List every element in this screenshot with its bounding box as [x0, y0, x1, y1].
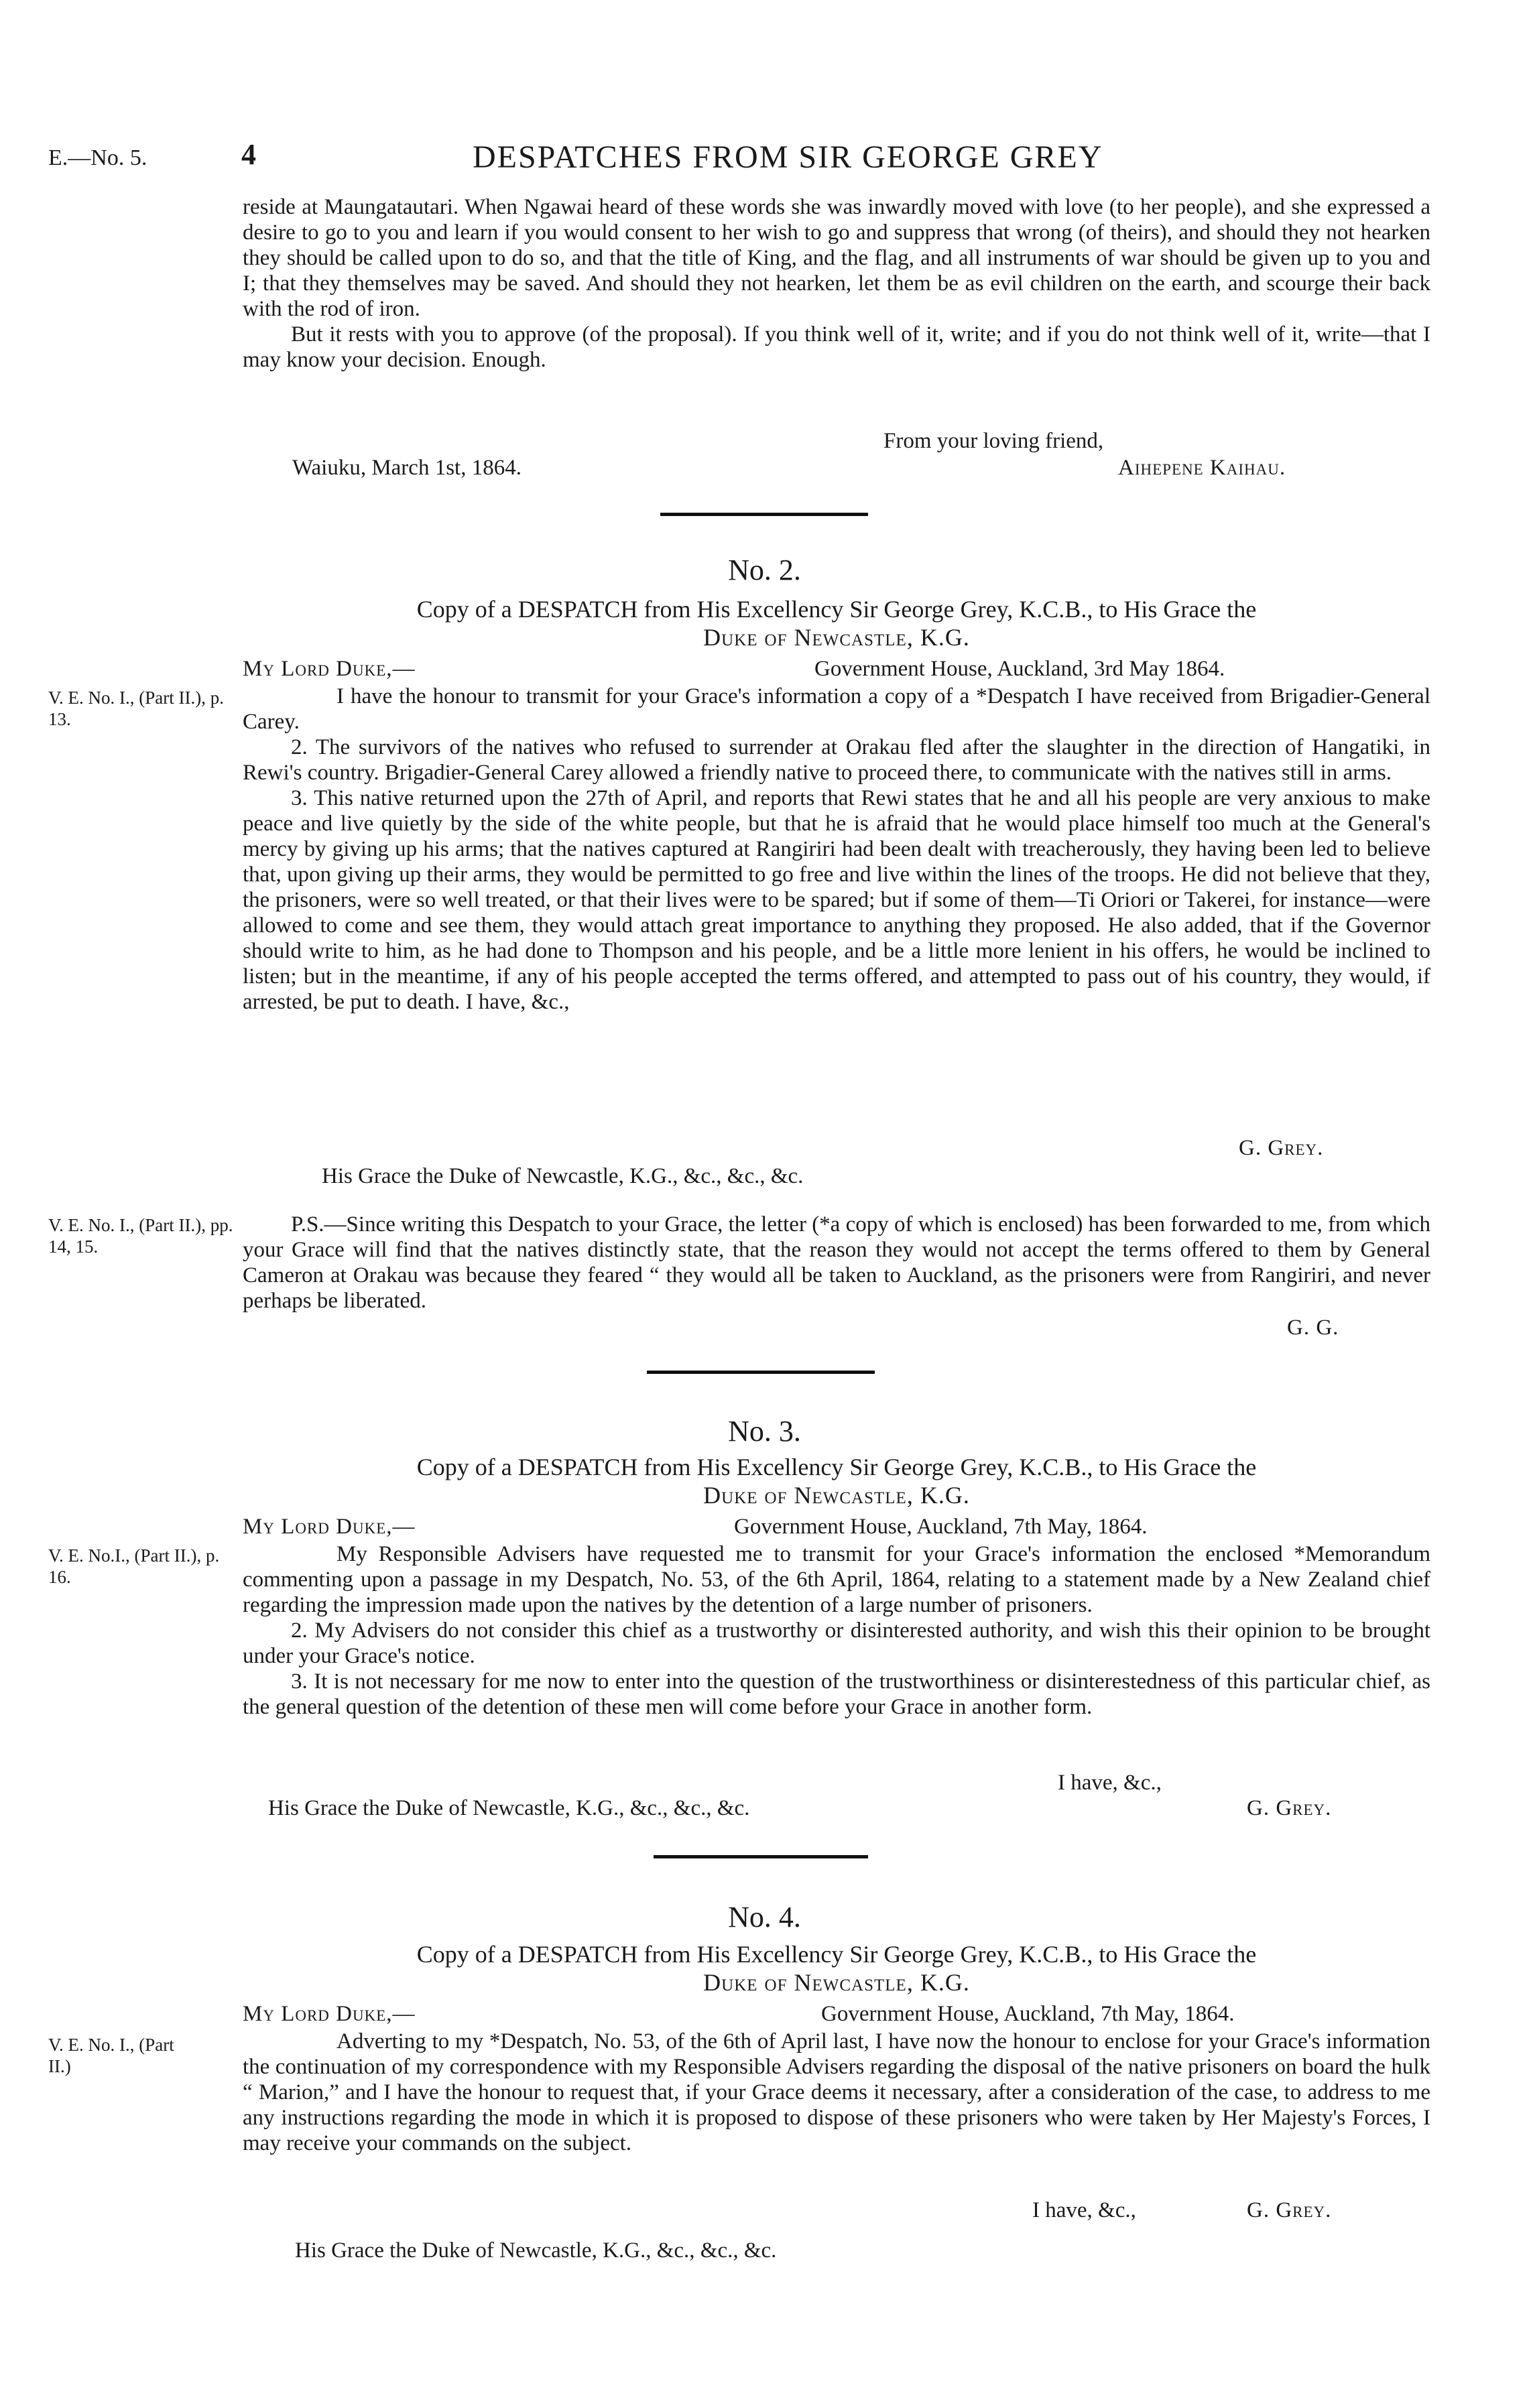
letter1-body	[243, 194, 1430, 373]
despatch4-heading-line2: Duke of Newcastle, K.G.	[703, 1969, 970, 1996]
despatch2-body	[243, 684, 1430, 1015]
despatch4-body	[243, 2029, 1430, 2156]
letter1-paragraph: But it rests with you to approve (of the proposal). If you think well of it, write; and if you do not think well of it, write—that I may know your decision. Enough.	[243, 322, 1430, 372]
running-header	[0, 137, 1529, 178]
despatch3-body	[243, 1541, 1430, 1720]
despatch3-number: No. 3.	[728, 1415, 801, 1448]
despatch2-heading-line1: Copy of a DESPATCH from His Excellency Sir George Grey, K.C.B., to His Grace the	[416, 596, 1257, 623]
despatch2-paragraph: 2. The survivors of the natives who refused to surrender at Orakau fled after the slaughter in the direction of Hangatiki, in Rewi's country. Brigadier-General Carey allowed a friendly native to proceed there, to communicate with the natives still in arms.	[243, 735, 1430, 785]
despatch2-address: Government House, Auckland, 3rd May 1864.	[814, 657, 1225, 681]
section-divider	[647, 1371, 875, 1374]
despatch3-heading-line2: Duke of Newcastle, K.G.	[703, 1482, 970, 1509]
despatch2-ps-signature: G. G.	[1287, 1316, 1339, 1340]
despatch4-addressee: His Grace the Duke of Newcastle, K.G., &c., &c., &c.	[295, 2238, 777, 2263]
despatch4-margin-note: V. E. No. I., (Part II.)	[48, 2035, 174, 2076]
despatch2-paragraph: 3. This native returned upon the 27th of April, and reports that Rewi states that he and all his people are very anxious to make peace and live quietly by the side of the white people, but that he is afraid that he would place himself too much at the General's mercy by giving up his arms; that the natives captured at Rangiriri had been dealt with treacherously, they having been led to believe that, upon giving up their arms, they would be permitted to go free and live within the lines of the troops. He did not believe that they, the prisoners, were so well treated, or that their lives were to be spared; but if some of them—Ti Oriori or Takerei, for instance—were allowed to come and see them, they would attach great importance to anything they proposed. He also added, that if the Governor should write to him, as he had done to Thompson and his people, and be a little more lenient in his offers, he would be inclined to listen; but in the meantime, if any of his people accepted the terms offered, and attempted to pass out of his country, they would, if arrested, be put to death. I have, &c.,	[243, 786, 1430, 1014]
letter1-paragraph: reside at Maungatautari. When Ngawai heard of these words she was inwardly moved with love (to her people), and she expressed a desire to go to you and learn if you would consent to her wish to go and suppress that wrong (of theirs), and should they not hearken they should be called upon to do so, and that the title of King, and the flag, and all instruments of war should be given up to you and I; that they themselves may be saved. And should they not hearken, let them be as evil children on the earth, and scourge their back with the rod of iron.	[243, 195, 1430, 321]
section-divider	[660, 513, 868, 516]
despatch2-margin-note: V. E. No. I., (Part II.), p. 13.	[48, 688, 224, 729]
despatch4-number: No. 4.	[728, 1901, 801, 1934]
section-divider	[654, 1855, 868, 1858]
despatch3-address: Government House, Auckland, 7th May, 1864.	[734, 1515, 1148, 1539]
despatch3-paragraph: 3. It is not necessary for me now to enter into the question of the trustworthiness or disinterestedness of this particular chief, as the general question of the detention of these men will come before your Grace in another form.	[243, 1669, 1430, 1719]
despatch3-heading	[243, 1453, 1430, 1509]
despatch4-heading-line1: Copy of a DESPATCH from His Excellency Sir George Grey, K.C.B., to His Grace the	[416, 1941, 1257, 1968]
despatch2-heading-line2: Duke of Newcastle, K.G.	[703, 624, 970, 651]
despatch2-heading	[243, 595, 1430, 651]
letter1-closing: From your loving friend,	[883, 429, 1104, 453]
despatch2-addressee: His Grace the Duke of Newcastle, K.G., &c., &c., &c.	[322, 1164, 804, 1188]
despatch2-number: No. 2.	[728, 554, 801, 586]
despatch2-paragraph: I have the honour to transmit for your Grace's information a copy of a *Despatch I have received from Brigadier-General Carey.	[243, 684, 1430, 734]
despatch2-ps-body	[243, 1212, 1430, 1314]
despatch4-signature: G. Grey.	[1247, 2198, 1332, 2222]
despatch3-paragraph: 2. My Advisers do not consider this chief as a trustworthy or disinterested authority, and wish this their opinion to be brought under your Grace's notice.	[243, 1619, 1430, 1668]
letter1-signature: Aihepene Kaihau.	[1118, 456, 1286, 480]
despatch2-signature: G. Grey.	[1239, 1136, 1324, 1160]
despatch3-closing: I have, &c.,	[1058, 1771, 1162, 1795]
despatch4-closing: I have, &c.,	[1032, 2198, 1136, 2222]
despatch3-paragraph: My Responsible Advisers have requested me to transmit for your Grace's information the enclosed *Memorandum commenting upon a passage in my Despatch, No. 53, of the 6th April, 1864, relating to a statement made by a New Zealand chief regarding the impression made upon the natives by the detention of a large number of prisoners.	[243, 1542, 1430, 1617]
despatch4-heading	[243, 1940, 1430, 1997]
despatch2-ps-margin-note: V. E. No. I., (Part II.), pp. 14, 15.	[48, 1215, 233, 1257]
despatch3-addressee: His Grace the Duke of Newcastle, K.G., &c., &c., &c.	[268, 1796, 750, 1820]
despatch3-salutation: My Lord Duke,—	[243, 1515, 416, 1539]
despatch4-address: Government House, Auckland, 7th May, 1864.	[821, 2002, 1235, 2026]
despatch3-heading-line1: Copy of a DESPATCH from His Excellency Sir George Grey, K.C.B., to His Grace the	[416, 1454, 1257, 1480]
despatch4-salutation: My Lord Duke,—	[243, 2002, 416, 2026]
paper-reference: E.—No. 5.	[48, 145, 147, 170]
despatch2-salutation: My Lord Duke,—	[243, 657, 416, 681]
despatch2-postscript: P.S.—Since writing this Despatch to your Grace, the letter (*a copy of which is enclosed) has been forwarded to me, from which your Grace will find that the natives distinctly state, that the reason they would not accept the terms offered to them by General Cameron at Orakau was because they feared “ they would all be taken to Auckland, as the prisoners were from Rangiriri, and never perhaps be liberated.	[243, 1212, 1430, 1313]
letter1-place-date: Waiuku, March 1st, 1864.	[292, 456, 522, 480]
despatch4-paragraph: Adverting to my *Despatch, No. 53, of the 6th of April last, I have now the honour to enclose for your Grace's information the continuation of my correspondence with my Responsible Advisers regarding the disposal of the native prisoners on board the hulk “ Marion,” and I have the honour to request that, if your Grace deems it necessary, after a consideration of the case, to address to me any instructions regarding the mode in which it is proposed to dispose of these prisoners who were taken by Her Majesty's Forces, I may receive your commands on the subject.	[243, 2029, 1430, 2155]
page-title: DESPATCHES FROM SIR GEORGE GREY	[473, 139, 1103, 175]
despatch3-signature: G. Grey.	[1247, 1796, 1332, 1820]
page-number: 4	[241, 138, 256, 171]
despatch3-margin-note: V. E. No.I., (Part II.), p. 16.	[48, 1545, 220, 1587]
